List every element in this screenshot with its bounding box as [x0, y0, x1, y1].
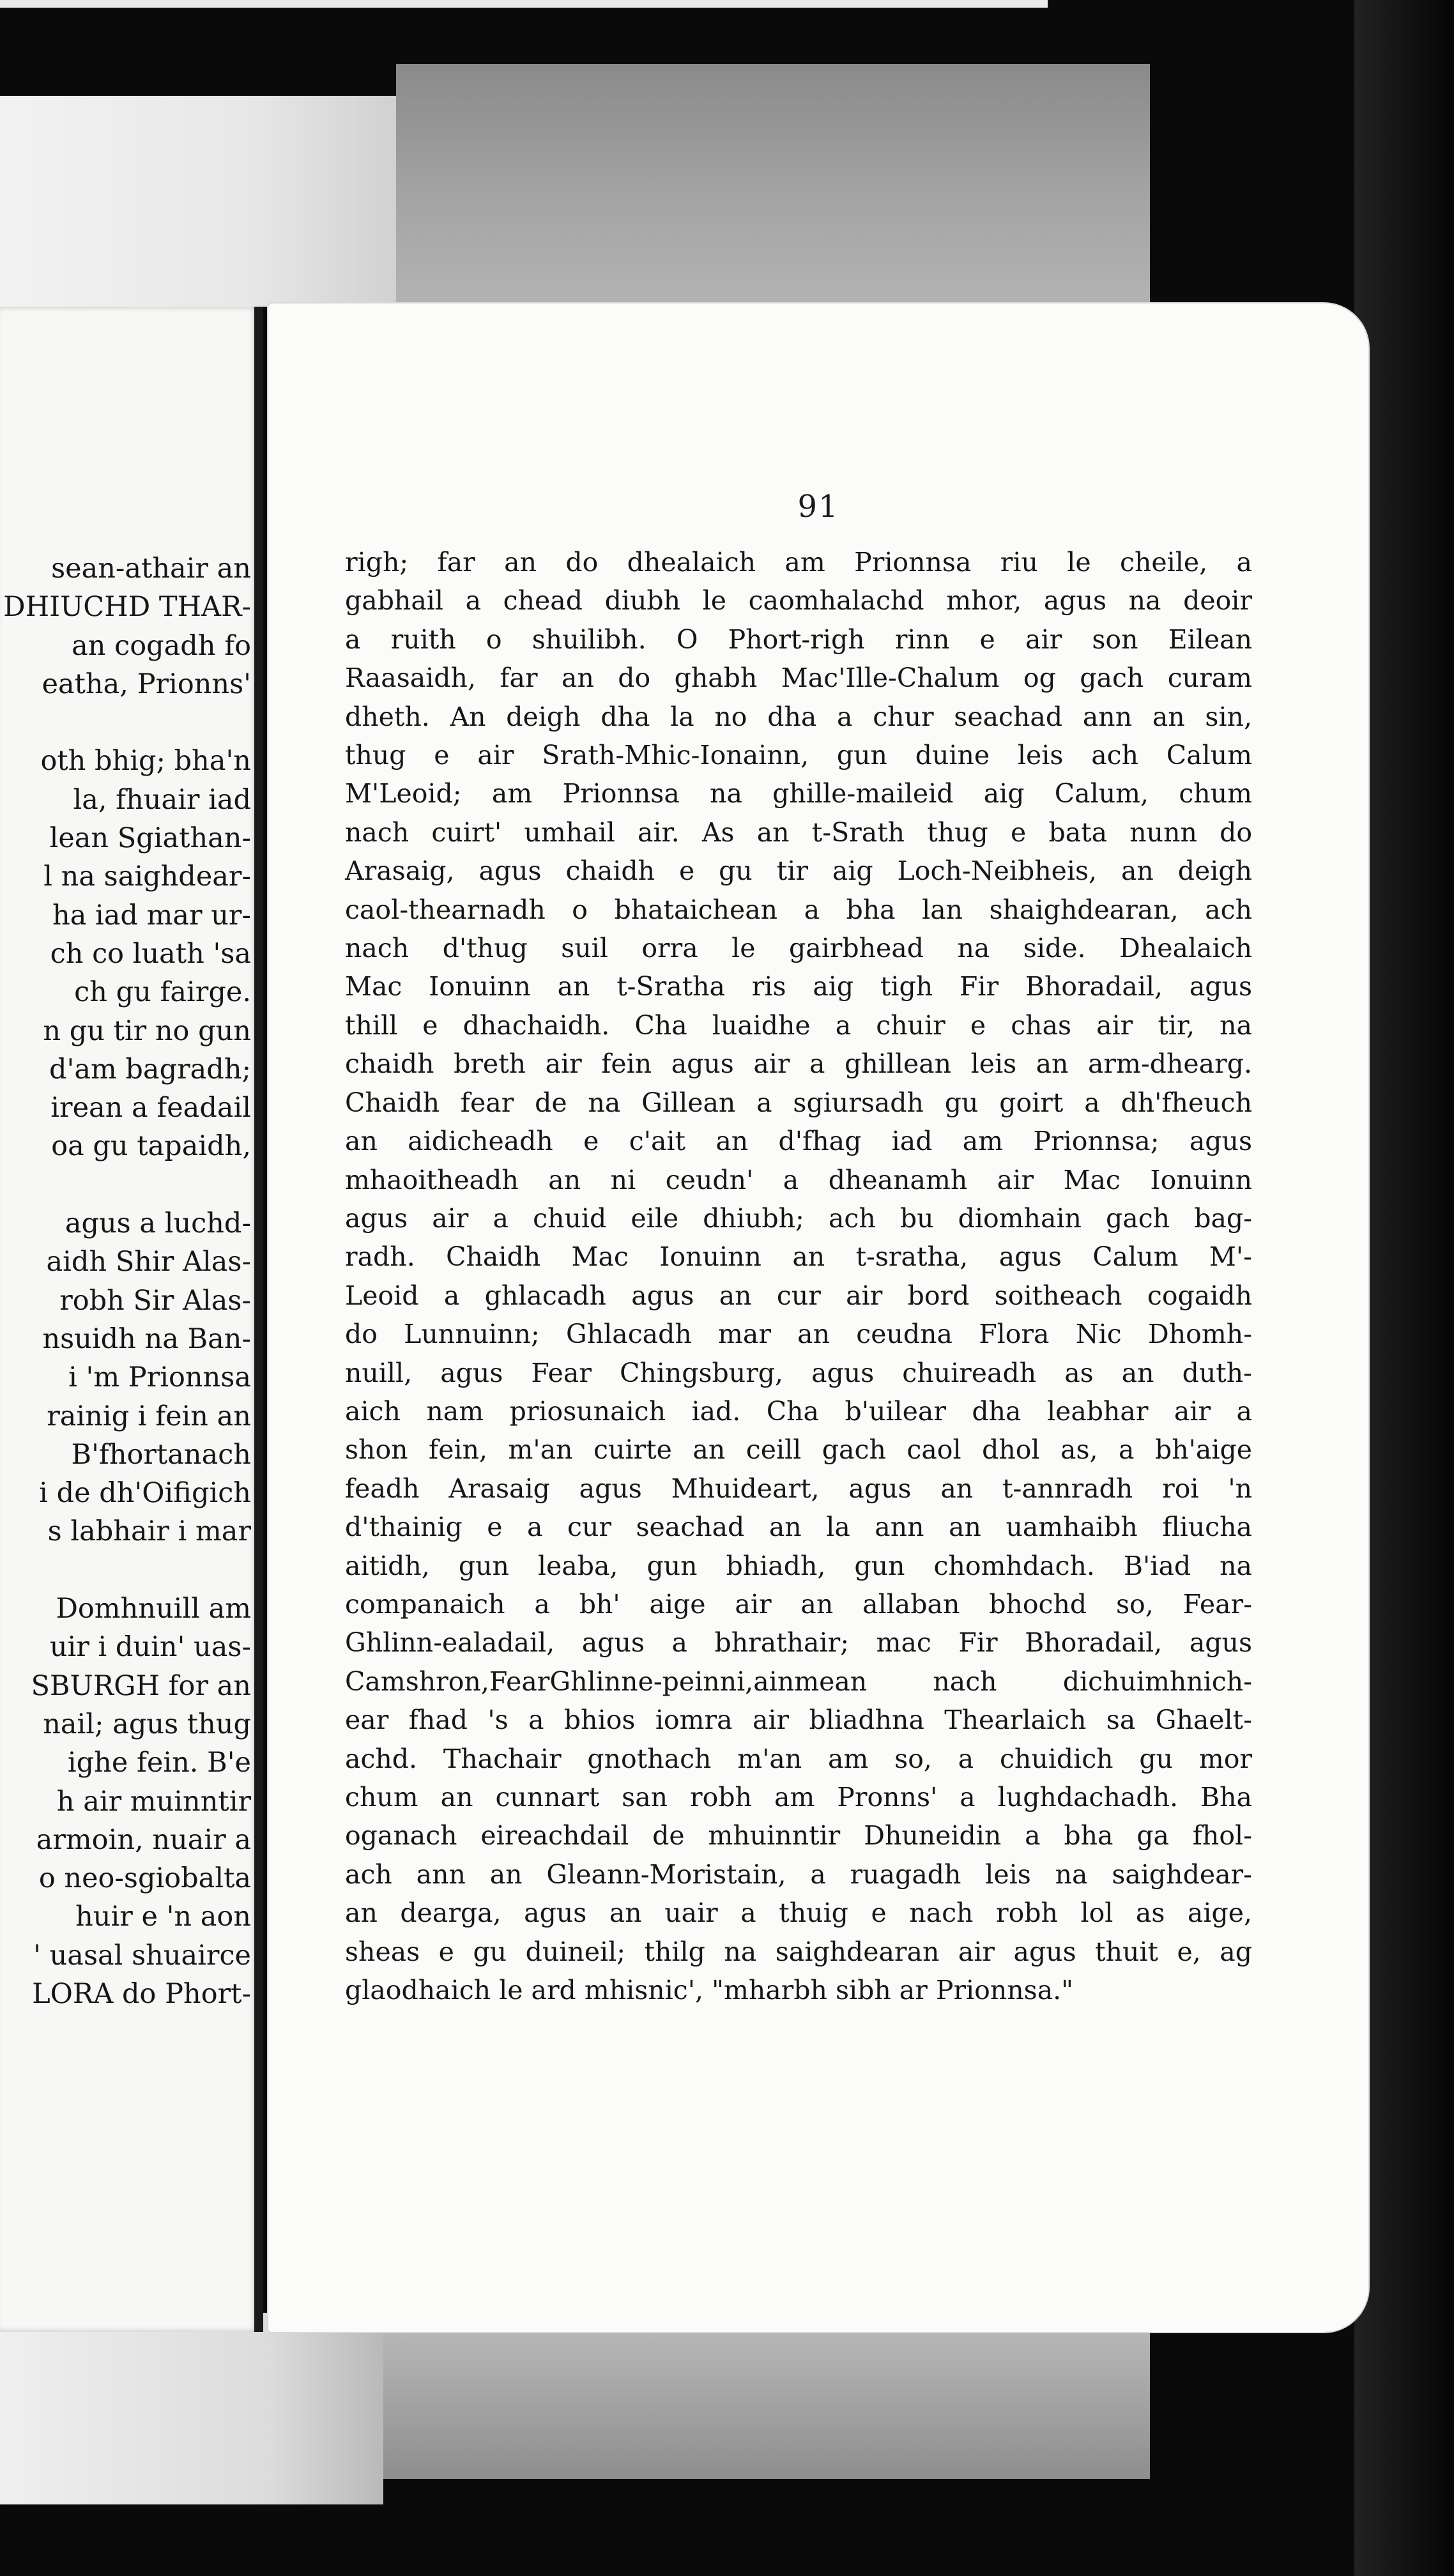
text-line: sean-athair an: [51, 553, 251, 585]
text-line: nail; agus thug: [43, 1708, 251, 1740]
text-line: Arasaig, agus chaidh e gu tir aig Loch-Neibheis, an deigh: [345, 855, 1252, 887]
text-line: ha iad mar ur-: [52, 899, 251, 931]
text-line: Chaidh fear de na Gillean a sgiursadh gu goirt a dh'fheuch: [345, 1087, 1252, 1118]
text-line: SBURGH for an: [31, 1669, 251, 1702]
text-line: o neo-sgiobalta: [38, 1862, 251, 1895]
text-line: n gu tir no gun: [43, 1015, 251, 1047]
text-line: feadh Arasaig agus Mhuideart, agus an t-annradh roi 'n: [345, 1473, 1252, 1504]
text-line: an dearga, agus an uair a thuig e nach robh lol as aige,: [345, 1897, 1252, 1929]
text-line: Mac Ionuinn an t-Sratha ris aig tigh Fir Bhoradail, agus: [345, 971, 1252, 1002]
right-page: [268, 303, 1368, 2332]
text-line: lean Sgiathan-: [49, 822, 251, 855]
text-line: do Lunnuinn; Ghlacadh mar an ceudna Flora Nic Dhomh-: [345, 1319, 1252, 1350]
text-line: thug e air Srath-Mhic-Ionainn, gun duine leis ach Calum: [345, 740, 1252, 771]
text-line: eatha, Prionns': [42, 668, 251, 700]
text-line: glaodhaich le ard mhisnic', "mharbh sibh ar Prionnsa.": [345, 1975, 1074, 2006]
text-line: oth bhig; bha'n: [40, 745, 251, 778]
text-line: sheas e gu duineil; thilg na saighdearan air agus thuit e, ag: [345, 1936, 1252, 1967]
text-line: nsuidh na Ban-: [42, 1322, 251, 1355]
book-cover-bottom: [383, 2313, 1150, 2479]
text-line: a ruith o shuilibh. O Phort-righ rinn e air son Eilean: [345, 624, 1252, 655]
text-line: ighe fein. B'e: [67, 1747, 251, 1779]
text-line: shon fein, m'an cuirte an ceill gach caol dhol as, a bh'aige: [345, 1434, 1252, 1466]
text-line: h air muinntir: [56, 1785, 251, 1818]
text-line: aidh Shir Alas-: [46, 1246, 251, 1278]
text-line: thill e dhachaidh. Cha luaidhe a chuir e chas air tir, na: [345, 1009, 1252, 1041]
page-number: 91: [797, 489, 839, 525]
binding-scrap-top-left: [0, 96, 409, 307]
page-gutter: [254, 307, 263, 2332]
text-line: armoin, nuair a: [36, 1823, 251, 1856]
text-line: [0, 1166, 251, 1204]
text-line: Raasaidh, far an do ghabh Mac'Ille-Chalum og gach curam: [345, 663, 1252, 694]
text-line: uir i duin' uas-: [49, 1631, 251, 1664]
text-line: Ghlinn-ealadail, agus a bhrathair; mac Fir Bhoradail, agus: [345, 1627, 1252, 1659]
text-line: mhaoitheadh an ni ceudn' a dheanamh air Mac Ionuinn: [345, 1164, 1252, 1195]
text-line: chum an cunnart san robh am Pronns' a lughdachadh. Bha: [345, 1782, 1252, 1813]
scanner-background-right: [1354, 0, 1454, 2576]
text-line: ach ann an Gleann-Moristain, a ruagadh leis na saighdear-: [345, 1859, 1252, 1890]
text-line: irean a feadail: [50, 1092, 251, 1124]
text-line: Leoid a ghlacadh agus an cur air bord soitheach cogaidh: [345, 1280, 1252, 1311]
text-line: Domhnuill am: [56, 1593, 251, 1625]
text-line: LORA do Phort-: [32, 1977, 251, 2010]
text-line: agus a luchd-: [65, 1208, 251, 1240]
text-line: chaidh breth air fein agus air a ghillean leis an arm-dhearg.: [345, 1048, 1252, 1080]
text-line: s labhair i mar: [47, 1515, 251, 1548]
text-line: DHIUCHD THAR-: [3, 591, 251, 624]
left-page-text: [0, 549, 251, 2013]
text-line: ch co luath 'sa: [50, 937, 251, 970]
text-line: l na saighdear-: [43, 861, 251, 893]
text-line: nach d'thug suil orra le gairbhead na side. Dhealaich: [345, 933, 1252, 964]
book-cover-top: [396, 64, 1150, 319]
text-line: an aidicheadh e c'ait an d'fhag iad am Prionnsa; agus: [345, 1126, 1252, 1157]
text-line: Camshron,FearGhlinne-peinni,ainmean nach dichuimhnich-: [345, 1666, 1252, 1697]
text-line: nuill, agus Fear Chingsburg, agus chuireadh as an duth-: [345, 1357, 1252, 1388]
scanner-edge: [0, 0, 1048, 8]
text-line: aitidh, gun leaba, gun bhiadh, gun chomhdach. B'iad na: [345, 1550, 1252, 1581]
text-line: ear fhad 's a bhios iomra air bliadhna Thearlaich sa Ghaelt-: [345, 1705, 1252, 1736]
text-line: oa gu tapaidh,: [51, 1130, 251, 1163]
text-line: ' uasal shuairce: [33, 1939, 251, 1972]
text-line: dheth. An deigh dha la no dha a chur seachad ann an sin,: [345, 701, 1252, 732]
text-line: an cogadh fo: [72, 629, 251, 662]
text-line: nach cuirt' umhail air. As an t-Srath thug e bata nunn do: [345, 816, 1252, 848]
text-line: aich nam priosunaich iad. Cha b'uilear dha leabhar air a: [345, 1395, 1252, 1427]
text-line: i de dh'Oifigich: [39, 1477, 251, 1510]
text-line: [0, 703, 251, 742]
right-page-text: [345, 543, 1252, 2009]
text-line: i 'm Prionnsa: [68, 1361, 251, 1394]
text-line: la, fhuair iad: [73, 783, 251, 816]
text-line: rainig i fein an: [47, 1400, 251, 1432]
text-line: d'am bagradh;: [49, 1053, 251, 1085]
text-line: d'thainig e a cur seachad an la ann an uamhaibh fliucha: [345, 1512, 1252, 1543]
text-line: radh. Chaidh Mac Ionuinn an t-sratha, agus Calum M'-: [345, 1241, 1252, 1273]
left-page: [0, 307, 259, 2332]
text-line: huir e 'n aon: [75, 1901, 251, 1933]
text-line: gabhail a chead diubh le caomhalachd mhor, agus na deoir: [345, 585, 1252, 617]
text-line: robh Sir Alas-: [59, 1284, 251, 1317]
text-line: achd. Thachair gnothach m'an am so, a chuidich gu mor: [345, 1743, 1252, 1774]
text-line: ch gu fairge.: [74, 976, 251, 1009]
text-line: [0, 1551, 251, 1590]
text-line: righ; far an do dhealaich am Prionnsa riu le cheile, a: [345, 547, 1252, 578]
text-line: M'Leoid; am Prionnsa na ghille-maileid aig Calum, chum: [345, 778, 1252, 809]
text-line: B'fhortanach: [71, 1438, 251, 1471]
binding-scrap-bottom-left: [0, 2313, 383, 2504]
text-line: oganach eireachdail de mhuinntir Dhuneidin a bha ga fhol-: [345, 1820, 1252, 1851]
text-line: companaich a bh' aige air an allaban bhochd so, Fear-: [345, 1588, 1252, 1620]
text-line: caol-thearnadh o bhataichean a bha lan shaighdearan, ach: [345, 894, 1252, 925]
text-line: agus air a chuid eile dhiubh; ach bu diomhain gach bag-: [345, 1202, 1252, 1234]
